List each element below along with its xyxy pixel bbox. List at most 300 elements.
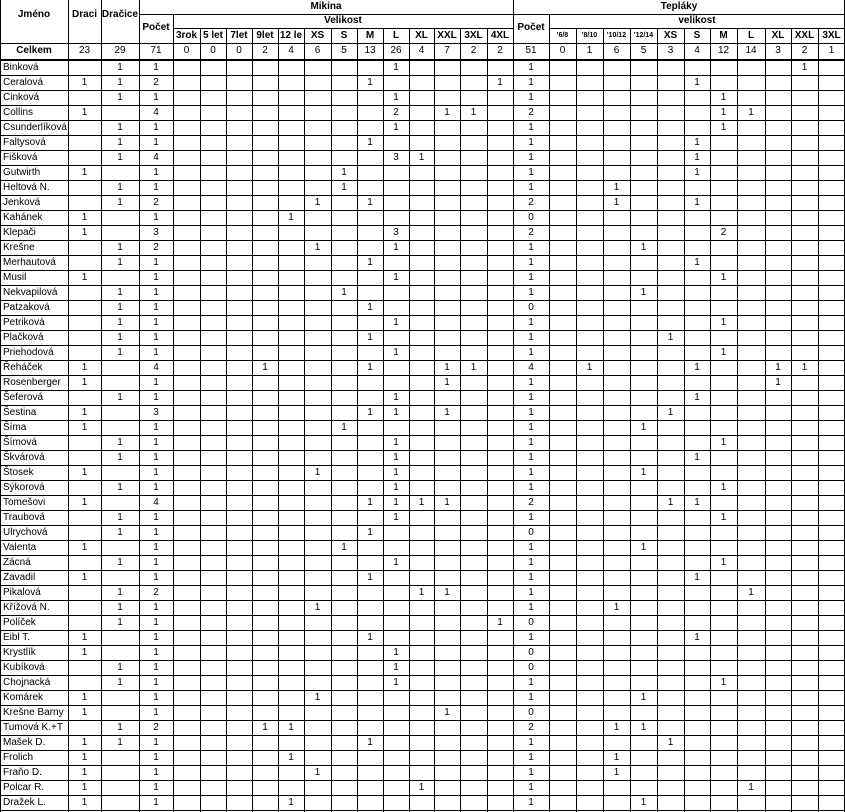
grid-hline [0,750,845,751]
data-cell: 1 [81,737,88,748]
grid-hline [0,810,845,811]
total-cell: 4 [694,45,700,56]
data-cell: 2 [528,107,534,118]
data-cell: 1 [528,92,534,103]
data-cell: 1 [801,362,808,373]
mikina-size-header: M [365,30,375,41]
data-cell: 1 [153,467,159,478]
grid-hline [0,735,845,736]
totals-label: Celkem [16,45,52,56]
data-cell: 1 [81,782,88,793]
total-cell: 0 [559,45,566,56]
data-cell: 1 [748,782,754,793]
data-cell: 3 [153,227,159,238]
mikina-size-header: 7let [230,30,248,41]
row-name: Klepači [3,227,36,238]
grid-hline [0,675,845,676]
data-cell: 1 [640,722,647,733]
row-name: Gutwirth [3,167,41,178]
data-cell: 1 [393,557,399,568]
data-cell: 1 [153,572,159,583]
data-cell: 1 [81,497,88,508]
grid-hline [139,14,845,15]
data-cell: 1 [775,377,781,388]
data-cell: 1 [117,392,123,403]
grid-hline [0,105,845,106]
data-cell: 1 [720,482,727,493]
row-name: Fišková [3,152,38,163]
row-name: Csunderlíková [3,122,67,133]
row-name: Priehodová [3,347,54,358]
data-cell: 1 [81,77,88,88]
row-name: Rosenberger [3,377,61,388]
data-cell: 1 [393,497,399,508]
data-cell: 1 [393,122,399,133]
data-cell: 1 [117,527,123,538]
data-cell: 1 [117,122,123,133]
data-cell: 1 [81,107,88,118]
data-cell: 1 [81,377,88,388]
data-cell: 1 [153,92,159,103]
data-cell: 1 [528,467,534,478]
data-cell: 1 [81,362,88,373]
data-cell: 1 [153,707,159,718]
row-name: Musil [3,272,27,283]
grid-hline [0,270,845,271]
data-cell: 1 [694,152,700,163]
data-cell: 1 [497,77,503,88]
data-cell: 1 [720,347,727,358]
data-cell: 1 [418,497,425,508]
grid-hline [0,225,845,226]
data-cell: 1 [81,752,88,763]
grid-hline [0,43,845,44]
grid-hline [0,630,845,631]
row-name: Plačková [3,332,44,343]
total-cell: 2 [262,45,268,56]
data-cell: 1 [528,242,534,253]
total-cell: 29 [114,45,126,56]
grid-hline [0,150,845,151]
data-cell: 1 [640,422,647,433]
data-cell: 0 [528,662,534,673]
data-cell: 1 [528,257,534,268]
total-cell: 0 [210,45,216,56]
row-name: Krešne Barny [3,707,64,718]
total-cell: 4 [418,45,425,56]
data-cell: 1 [153,617,159,628]
data-cell: 1 [288,722,294,733]
grid-hline [0,345,845,346]
data-cell: 1 [528,587,534,598]
data-cell: 1 [444,497,450,508]
grid-hline [0,165,845,166]
data-cell: 1 [367,257,373,268]
data-cell: 1 [81,272,88,283]
data-cell: 1 [341,287,347,298]
data-cell: 0 [528,302,534,313]
data-cell: 2 [153,587,159,598]
row-name: Tumová K.+T [3,722,63,733]
data-cell: 1 [528,452,534,463]
grid-hline [0,450,845,451]
header-velikost-small: velikost [678,15,716,26]
data-cell: 1 [153,62,159,73]
data-cell: 1 [117,62,123,73]
data-cell: 1 [694,257,700,268]
data-cell: 2 [528,497,534,508]
data-cell: 1 [153,437,159,448]
data-cell: 1 [528,377,534,388]
header-jmeno: Jméno [17,9,51,20]
grid-hline [0,315,845,316]
data-cell: 1 [393,437,399,448]
grid-hline [0,195,845,196]
row-name: Šeferová [3,392,44,403]
total-cell: 14 [745,45,757,56]
data-cell: 3 [393,152,399,163]
data-cell: 1 [153,377,159,388]
data-cell: 1 [81,767,88,778]
data-cell: 1 [528,602,534,613]
data-cell: 1 [367,362,373,373]
data-cell: 1 [748,587,754,598]
data-cell: 1 [153,737,159,748]
teplaky-size-header: '6/8 [556,32,569,39]
grid-hline [0,660,845,661]
data-cell: 1 [444,707,450,718]
data-cell: 1 [528,482,534,493]
data-cell: 1 [367,332,373,343]
grid-hline [0,495,845,496]
data-cell: 1 [528,677,534,688]
data-cell: 1 [153,452,159,463]
teplaky-size-header: XS [663,30,678,41]
data-cell: 1 [528,182,534,193]
data-cell: 1 [117,287,123,298]
data-cell: 1 [117,302,123,313]
data-cell: 1 [640,242,647,253]
data-cell: 1 [720,107,727,118]
data-cell: 1 [117,662,123,673]
header-teplaky: Tepláky [660,1,698,12]
grid-hline [0,555,845,556]
data-cell: 1 [444,362,450,373]
data-cell: 1 [81,227,88,238]
grid-hline [0,210,845,211]
data-cell: 1 [81,467,88,478]
row-name: Faltysová [3,137,46,148]
data-cell: 2 [528,722,534,733]
grid-hline [0,780,845,781]
data-cell: 1 [748,107,754,118]
total-cell: 2 [801,45,808,56]
data-cell: 1 [341,422,347,433]
data-cell: 1 [694,77,700,88]
total-cell: 3 [667,45,674,56]
data-cell: 1 [117,602,123,613]
data-cell: 1 [720,272,727,283]
row-name: Eibl T. [3,632,31,643]
row-name: Collins [3,107,34,118]
row-name: Heltová N. [3,182,50,193]
data-cell: 1 [528,557,534,568]
row-name: Komárek [3,692,44,703]
data-cell: 1 [528,767,534,778]
data-cell: 1 [613,752,620,763]
data-cell: 1 [341,182,347,193]
data-cell: 1 [117,557,123,568]
data-cell: 1 [393,407,399,418]
mikina-size-header: 3rok [175,30,198,41]
data-cell: 1 [667,497,674,508]
data-cell: 1 [314,692,321,703]
data-cell: 1 [117,137,123,148]
data-cell: 0 [528,617,534,628]
data-cell: 1 [667,332,674,343]
data-cell: 1 [640,467,647,478]
data-cell: 1 [117,332,123,343]
data-cell: 1 [314,242,321,253]
grid-hline [0,240,845,241]
data-cell: 2 [153,722,159,733]
row-name: Kubíková [3,662,45,673]
row-name: Chojnacká [3,677,51,688]
row-name: Pikalová [3,587,41,598]
row-name: Ulrychová [3,527,48,538]
row-name: Jenková [3,197,41,208]
data-cell: 1 [667,407,674,418]
grid-hline [0,90,845,91]
data-cell: 1 [153,752,159,763]
total-cell: 23 [78,45,91,56]
data-cell: 0 [528,527,534,538]
data-cell: 1 [528,332,534,343]
header-velikost: Velikost [324,15,362,26]
data-cell: 1 [528,62,534,73]
data-cell: 1 [393,467,399,478]
data-cell: 1 [153,272,159,283]
row-name: Patzaková [3,302,50,313]
data-cell: 4 [153,497,159,508]
total-cell: 1 [828,45,835,56]
data-cell: 1 [153,257,159,268]
row-name: Binková [3,62,39,73]
data-cell: 1 [262,362,268,373]
grid-hline [0,285,845,286]
data-cell: 1 [393,512,399,523]
grid-hline [0,75,845,76]
data-cell: 1 [81,422,88,433]
grid-hline [0,720,845,721]
data-cell: 1 [528,737,534,748]
data-cell: 1 [153,302,159,313]
data-cell: 1 [528,287,534,298]
data-cell: 1 [153,767,159,778]
grid-hline [0,540,845,541]
data-cell: 1 [720,557,727,568]
row-name: Krystlík [3,647,36,658]
data-cell: 1 [528,632,534,643]
grid-hline [0,690,845,691]
data-cell: 1 [117,197,123,208]
data-cell: 1 [528,422,534,433]
data-cell: 1 [81,692,88,703]
data-cell: 2 [153,77,159,88]
data-cell [487,61,513,76]
data-cell: 1 [117,257,123,268]
data-cell: 1 [393,272,399,283]
data-cell: 1 [444,407,450,418]
grid-hline [549,28,845,29]
data-cell: 1 [393,317,399,328]
grid-hline [0,510,845,511]
data-cell: 1 [694,197,700,208]
data-cell: 1 [694,362,700,373]
data-cell: 1 [528,392,534,403]
data-cell: 1 [528,167,534,178]
grid-hline [0,615,845,616]
data-cell: 1 [153,647,159,658]
data-cell: 1 [528,77,534,88]
data-cell: 1 [262,722,268,733]
data-cell: 1 [528,137,534,148]
data-cell: 1 [393,62,399,73]
mikina-size-header: 5 let [202,30,223,41]
grid-hline [0,795,845,796]
data-cell: 1 [153,782,159,793]
data-cell: 1 [81,632,88,643]
data-cell: 0 [528,647,534,658]
data-cell: 1 [117,242,123,253]
data-cell: 1 [720,437,727,448]
teplaky-size-header: M [719,30,728,41]
data-cell: 1 [153,482,159,493]
data-cell: 1 [117,737,123,748]
grid-hline [0,300,845,301]
data-cell: 1 [117,677,123,688]
data-cell: 1 [153,677,159,688]
grid-hline [0,465,845,466]
data-cell: 1 [153,512,159,523]
row-name: Políček [3,617,36,628]
data-cell: 1 [667,737,674,748]
data-cell: 4 [153,107,159,118]
data-cell: 1 [81,797,88,808]
data-cell: 1 [694,137,700,148]
total-cell: 12 [717,45,730,56]
data-cell: 1 [117,92,123,103]
data-cell: 3 [153,407,159,418]
data-cell: 1 [720,677,727,688]
grid-hline [0,765,845,766]
data-cell: 1 [613,722,620,733]
mikina-size-header: 12 le [279,30,303,41]
data-cell: 2 [153,197,159,208]
data-cell: 1 [314,197,321,208]
data-cell: 1 [81,212,88,223]
grid-hline [0,255,845,256]
mikina-size-header: S [340,30,348,41]
data-cell: 1 [117,182,123,193]
data-cell: 1 [117,77,123,88]
mikina-size-header: XXL [437,30,457,41]
row-name: Tomešovi [3,497,46,508]
teplaky-size-header: 3XL [822,30,841,41]
data-cell: 1 [470,362,477,373]
data-cell: 2 [528,227,534,238]
data-cell: 1 [393,92,399,103]
data-cell: 3 [393,227,399,238]
teplaky-size-header: S [693,30,701,41]
data-cell: 1 [153,602,159,613]
data-cell: 1 [367,737,373,748]
data-cell: 1 [341,542,347,553]
grid-hline [173,28,513,29]
grid-hline [0,570,845,571]
data-cell: 1 [81,407,88,418]
data-cell: 2 [720,227,727,238]
data-cell: 1 [528,752,534,763]
row-name: Mašek D. [3,737,46,748]
data-cell: 1 [640,692,647,703]
total-cell: 0 [183,45,190,56]
grid-hline [0,525,845,526]
data-cell: 1 [528,692,534,703]
mikina-size-header: XS [310,30,325,41]
mikina-size-header: 9let [256,30,274,41]
data-cell: 4 [153,152,159,163]
data-cell: 1 [528,272,534,283]
data-cell: 1 [367,302,373,313]
data-cell: 1 [497,617,503,628]
data-cell: 1 [153,662,159,673]
data-cell: 1 [694,167,700,178]
data-cell: 1 [367,77,373,88]
data-cell: 1 [153,392,159,403]
total-cell: 71 [150,45,162,56]
data-cell: 1 [367,497,373,508]
teplaky-size-header: XXL [794,30,815,41]
data-cell: 2 [393,107,399,118]
row-name: Ceralová [3,77,44,88]
data-cell: 0 [528,212,534,223]
total-cell: 0 [236,45,242,56]
data-cell: 1 [418,152,425,163]
mikina-size-header: L [392,30,400,41]
data-cell: 1 [528,317,534,328]
data-cell: 1 [720,317,727,328]
data-cell: 1 [418,782,425,793]
data-cell: 1 [393,452,399,463]
row-name: Zavadil [3,572,36,583]
grid-hline [0,120,845,121]
data-cell: 1 [393,392,399,403]
total-cell: 26 [390,45,402,56]
data-cell: 1 [288,212,294,223]
data-cell: 1 [153,287,159,298]
data-cell: 1 [153,347,159,358]
data-cell: 1 [528,572,534,583]
grid-vline [549,14,550,812]
data-cell: 1 [367,137,373,148]
data-cell: 1 [393,647,399,658]
data-cell: 1 [640,542,647,553]
data-cell: 1 [444,377,450,388]
data-cell: 1 [775,362,781,373]
total-cell: 5 [640,45,647,56]
data-cell: 1 [613,182,620,193]
